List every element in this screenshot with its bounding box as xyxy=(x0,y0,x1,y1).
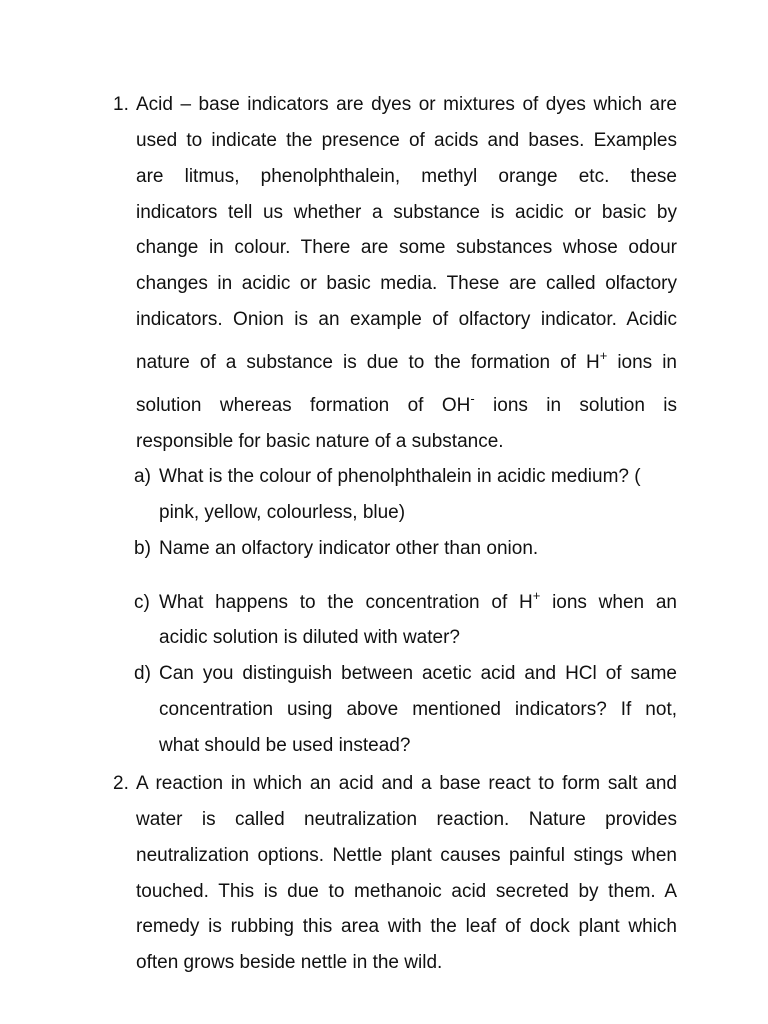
subquestion-c-line-2: acidic solution is diluted with water? xyxy=(159,627,460,648)
subquestion-d-label: d) xyxy=(134,663,151,684)
question-1-line-9 xyxy=(136,391,677,418)
subquestion-d-line-3: what should be used instead? xyxy=(159,735,411,756)
subquestion-c-label: c) xyxy=(134,592,150,613)
subquestion-a-label: a) xyxy=(134,466,151,487)
subquestion-c-text-b: ions when an xyxy=(540,592,678,613)
subquestion-d-line-2: concentration using above mentioned indicators? If not, xyxy=(159,699,677,720)
question-1-line-4: indicators tell us whether a substance is acidic or basic by xyxy=(136,202,677,223)
question-2-number: 2. xyxy=(113,773,129,794)
subquestion-d-line-1: Can you distinguish between acetic acid and HCl of same xyxy=(159,663,677,684)
question-1-line-6: changes in acidic or basic media. These are called olfactory xyxy=(136,273,677,294)
oh-minus-superscript: - xyxy=(470,391,475,406)
question-2-line-1: A reaction in which an acid and a base react to form salt and xyxy=(136,773,677,794)
subquestion-b-line-1: Name an olfactory indicator other than onion. xyxy=(159,538,539,559)
question-1-line-2: used to indicate the presence of acids and bases. Examples xyxy=(136,130,677,151)
question-2-line-3: neutralization options. Nettle plant causes painful stings when xyxy=(136,845,677,866)
subquestion-c-line-1 xyxy=(159,588,678,615)
subquestion-a-line-2: pink, yellow, colourless, blue) xyxy=(159,502,406,523)
question-2-line-6: often grows beside nettle in the wild. xyxy=(136,952,443,973)
question-1-line-5: change in colour. There are some substances whose odour xyxy=(136,237,677,258)
line-9-text-b: ions in solution is xyxy=(474,395,677,416)
question-1-line-10: responsible for basic nature of a substance. xyxy=(136,431,504,452)
question-1-line-1: Acid – base indicators are dyes or mixtures of dyes which are xyxy=(136,94,677,115)
subquestion-c-text-a: What happens to the concentration of H xyxy=(159,592,533,613)
question-1-number: 1. xyxy=(113,94,129,115)
subquestion-b-label: b) xyxy=(134,538,151,559)
line-8-text-a: nature of a substance is due to the formation of H xyxy=(136,352,600,373)
question-2-line-2: water is called neutralization reaction. Nature provides xyxy=(136,809,677,830)
h-plus-superscript: + xyxy=(599,348,608,363)
h-plus-superscript-c: + xyxy=(532,588,541,603)
line-8-text-b: ions in xyxy=(607,352,677,373)
question-2-line-5: remedy is rubbing this area with the leaf of dock plant which xyxy=(136,916,677,937)
question-2-line-4: touched. This is due to methanoic acid secreted by them. A xyxy=(136,881,677,902)
question-1-line-8 xyxy=(136,348,677,375)
subquestion-a-line-1: What is the colour of phenolphthalein in acidic medium? ( xyxy=(159,466,641,487)
line-9-text-a: solution whereas formation of OH xyxy=(136,395,471,416)
question-1-line-3: are litmus, phenolphthalein, methyl orange etc. these xyxy=(136,166,677,187)
question-1-line-7: indicators. Onion is an example of olfactory indicator. Acidic xyxy=(136,309,677,330)
